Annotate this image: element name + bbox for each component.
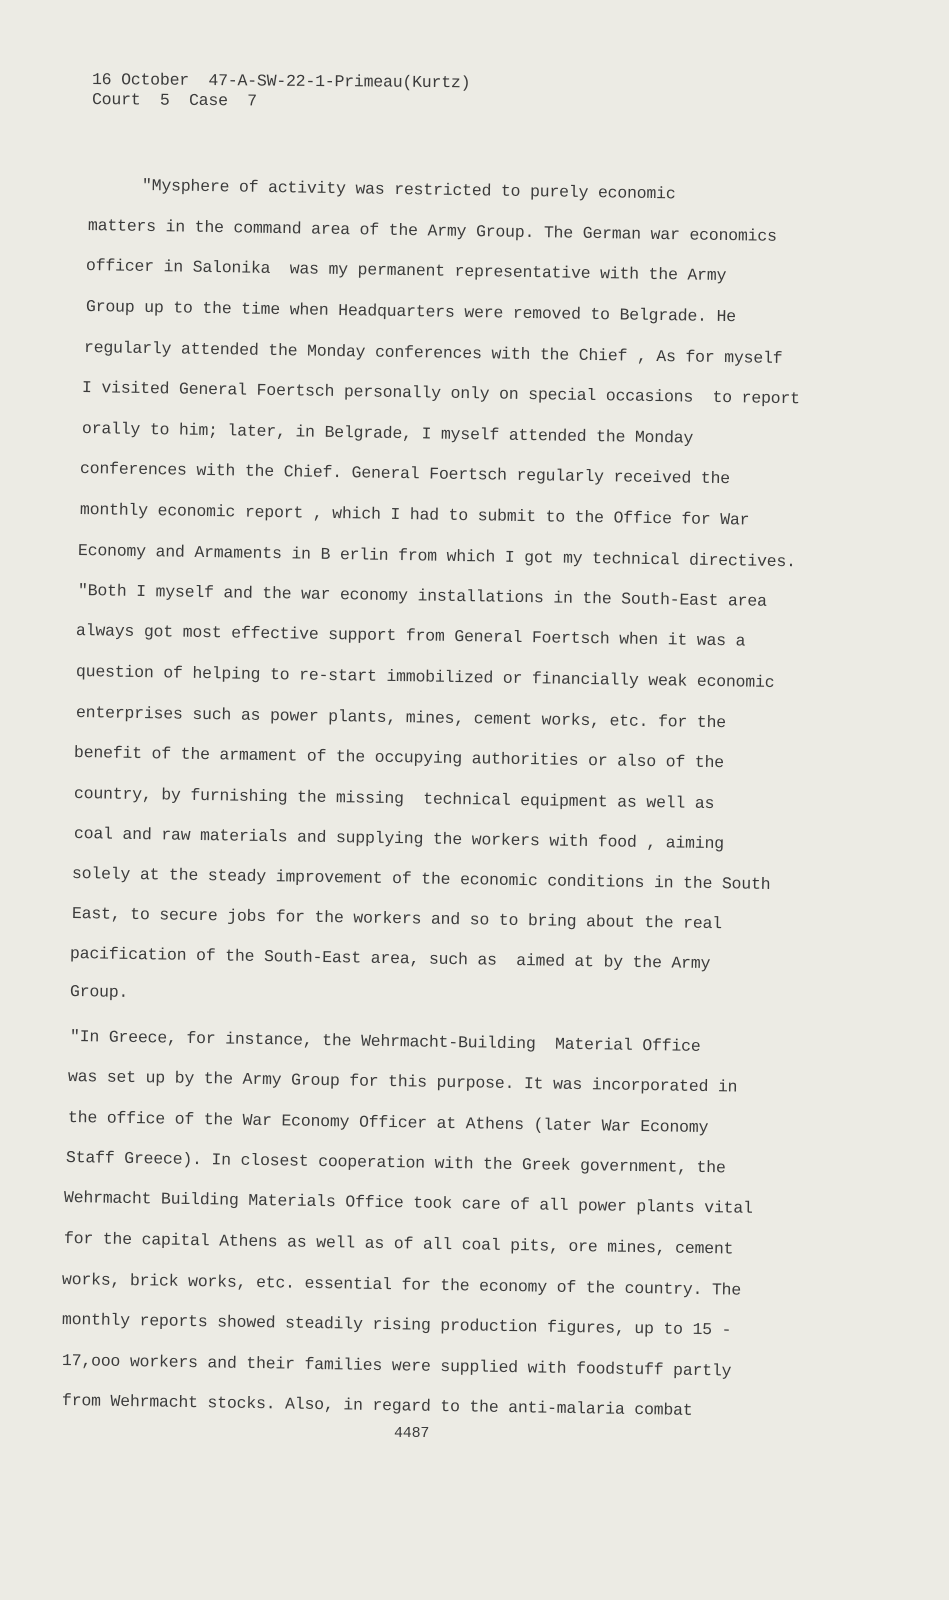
text-line: "Both I myself and the war economy installations in the South-East area [77,581,767,611]
text-line: for the capital Athens as well as of all coal pits, ore mines, cement [63,1229,734,1259]
text-line: monthly economic report , which I had to submit to the Office for War [79,500,750,530]
text-line: always got most effective support from General Foertsch when it was a [75,621,746,651]
text-line: officer in Salonika was my permanent representative with the Army [85,256,727,286]
text-line: matters in the command area of the Army Group. The German war economics [87,216,777,246]
page-number: 4487 [394,1425,430,1442]
text-line: monthly reports showed steadily rising production figures, up to 15 - [61,1310,732,1340]
header-date-case-reference: 16 October 47-A-SW-22-1-Primeau(Kurtz) [91,70,471,93]
text-line: country, by furnishing the missing technical equipment as well as [73,784,715,814]
text-line: 17,ooo workers and their families were supplied with foodstuff partly [61,1351,732,1381]
text-line: Staff Greece). In closest cooperation with the Greek government, the [65,1148,726,1178]
text-line: enterprises such as power plants, mines, cement works, etc. for the [75,703,727,733]
text-line: conferences with the Chief. General Foertsch regularly received the [79,459,731,489]
text-line: Group. [69,982,129,1002]
text-line: from Wehrmacht stocks. Also, in regard to the anti-malaria combat [61,1391,693,1420]
text-line: Wehrmacht Building Materials Office took care of all power plants vital [63,1188,753,1218]
text-line: benefit of the armament of the occupying authorities or also of the [73,743,725,773]
text-line: solely at the steady improvement of the economic conditions in the South [71,864,771,894]
text-line: "In Greece, for instance, the Wehrmacht-Building Material Office [69,1027,701,1056]
text-line: regularly attended the Monday conferences with the Chief , As for myself [83,338,783,368]
text-line: question of helping to re-start immobilized or financially weak economic [75,662,775,692]
text-line: I visited General Foertsch personally only on special occasions to report [81,378,800,409]
text-line: pacification of the South-East area, such as aimed at by the Army [69,944,711,974]
text-line: the office of the War Economy Officer at Athens (later War Economy [67,1108,709,1138]
text-line: Group up to the time when Headquarters were removed to Belgrade. He [85,297,737,327]
text-line: East, to secure jobs for the workers and so to bring about the real [71,904,723,934]
text-line: Economy and Armaments in B erlin from which I got my technical directives. [77,541,796,572]
text-line: was set up by the Army Group for this purpose. It was incorporated in [67,1067,738,1097]
text-line: coal and raw materials and supplying the workers with food , aiming [73,824,725,854]
text-line: "Mysphere of activity was restricted to purely economic [141,176,676,204]
header-court-case: Court 5 Case 7 [91,90,258,111]
text-line: works, brick works, etc. essential for the economy of the country. The [61,1270,742,1300]
text-line: orally to him; later, in Belgrade, I myself attended the Monday [81,419,694,448]
